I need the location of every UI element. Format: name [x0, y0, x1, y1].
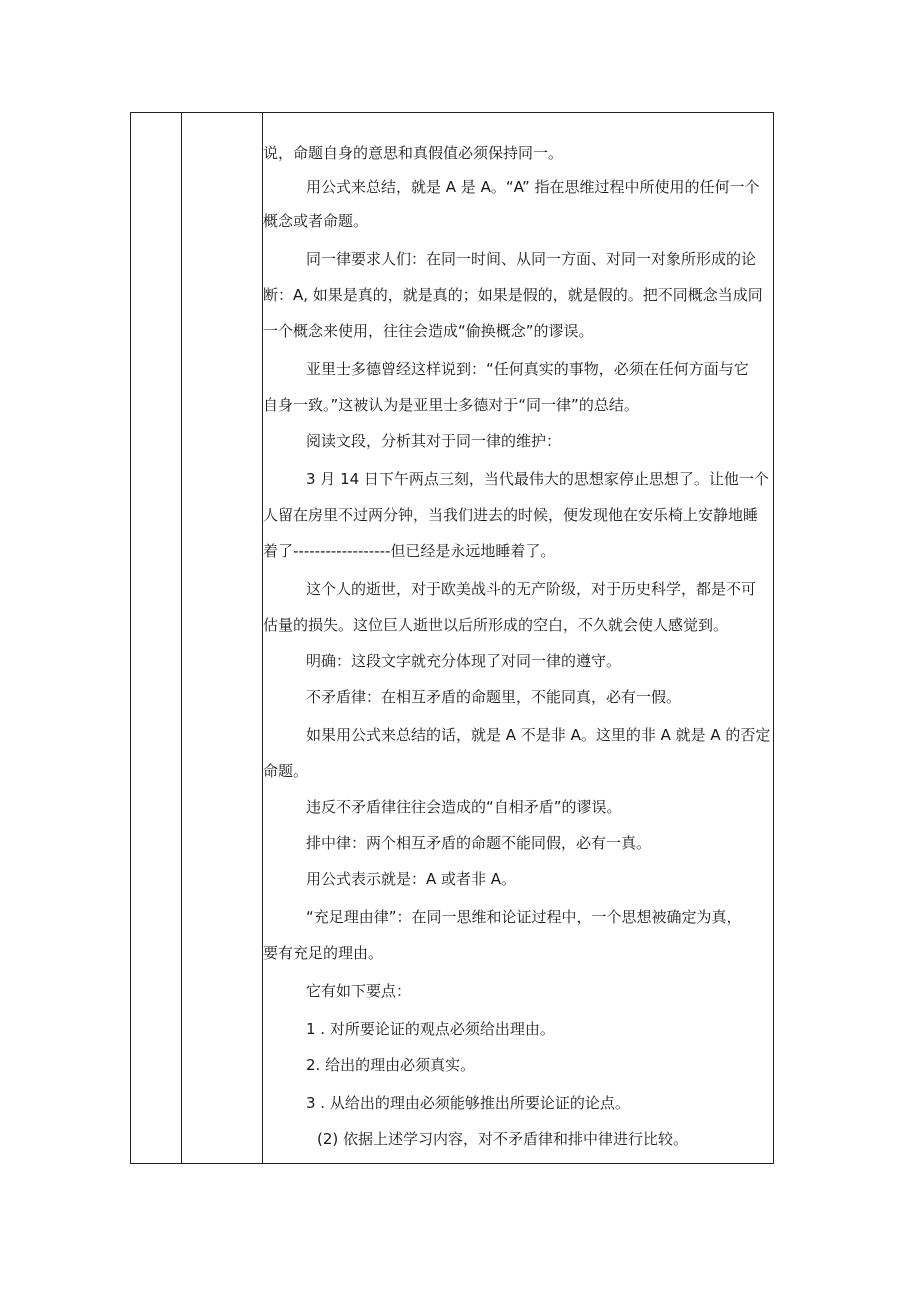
- text-line: 要有充足的理由。: [263, 944, 384, 962]
- text-line: 人留在房里不过两分钟，当我们进去的时候，便发现他在安乐椅上安静地睡: [263, 506, 759, 524]
- text-line: 如果用公式来总结的话，就是 A 不是非 A。这里的非 A 就是 A 的否定: [306, 726, 771, 744]
- text-line: 1 . 对所要论证的观点必须给出理由。: [306, 1020, 555, 1038]
- text-line: 用公式表示就是：A 或者非 A。: [306, 870, 517, 888]
- text-line: 用公式来总结，就是 A 是 A。“A” 指在思维过程中所使用的任何一个: [306, 178, 760, 196]
- text-line: 排中律：两个相互矛盾的命题不能同假，必有一真。: [306, 834, 652, 852]
- text-line: “充足理由律”：在同一思维和论证过程中，一个思想被确定为真，: [306, 908, 742, 926]
- content-cell: [263, 113, 773, 1163]
- text-line: 3 . 从给出的理由必须能够推出所要论证的论点。: [306, 1094, 630, 1112]
- text-line: 断：A, 如果是真的，就是真的；如果是假的，就是假的。把不同概念当成同: [263, 286, 763, 304]
- column-divider-1: [181, 113, 182, 1163]
- text-line: 自身一致。”这被认为是亚里士多德对于“同一律”的总结。: [263, 396, 639, 414]
- text-line: 2. 给出的理由必须真实。: [306, 1056, 476, 1074]
- text-line: 违反不矛盾律往往会造成的“自相矛盾”的谬误。: [306, 798, 622, 816]
- text-line: 估量的损失。这位巨人逝世以后所形成的空白，不久就会使人感觉到。: [263, 616, 729, 634]
- text-line: (2) 依据上述学习内容，对不矛盾律和排中律进行比较。: [317, 1130, 689, 1148]
- text-line: 着了------------------但已经是永远地睡着了。: [263, 542, 556, 560]
- text-line: 阅读文段，分析其对于同一律的维护：: [306, 432, 562, 450]
- text-line: 概念或者命题。: [263, 212, 369, 230]
- text-line: 说，命题自身的意思和真假值必须保持同一。: [263, 144, 564, 162]
- document-table: [130, 112, 774, 1164]
- text-line: 明确：这段文字就充分体现了对同一律的遵守。: [306, 652, 622, 670]
- text-line: 亚里士多德曾经这样说到：“任何真实的事物，必须在任何方面与它: [306, 360, 749, 378]
- text-line: 同一律要求人们：在同一时间、从同一方面、对同一对象所形成的论: [306, 250, 757, 268]
- text-line: 3 月 14 日下午两点三刻，当代最伟大的思想家停止思想了。让他一个: [306, 470, 769, 488]
- text-line: 一个概念来使用，往往会造成“偷换概念”的谬误。: [263, 322, 594, 340]
- text-line: 它有如下要点：: [306, 982, 412, 1000]
- text-line: 命题。: [263, 762, 309, 780]
- text-line: 这个人的逝世，对于欧美战斗的无产阶级，对于历史科学，都是不可: [306, 580, 757, 598]
- text-line: 不矛盾律：在相互矛盾的命题里，不能同真，必有一假。: [306, 688, 682, 706]
